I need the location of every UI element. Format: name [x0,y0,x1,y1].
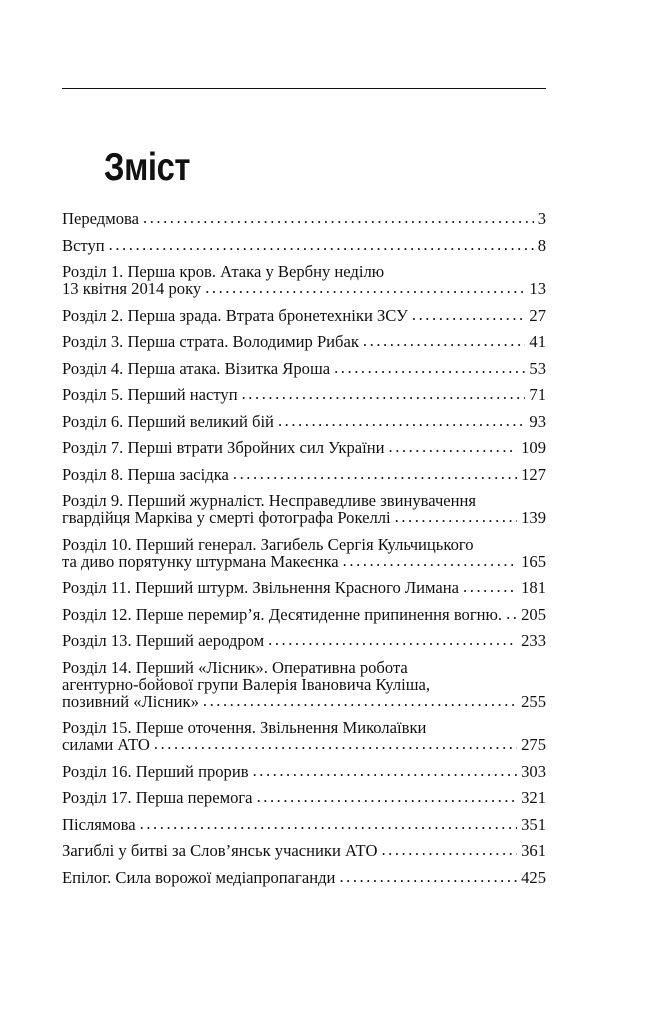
toc-entry-title-line: Розділ 12. Перше перемир’я. Десятиденне припинення вогню. [62,604,503,624]
toc-entry-title-line: позивний «Лісник» [62,691,199,711]
toc-entry-title-line: Розділ 17. Перша перемога [62,788,253,807]
dot-leader [339,868,517,885]
toc-entry-title-line: Розділ 3. Перша страта. Володимир Рибак [62,332,359,351]
toc-page-number: 165 [521,551,546,571]
dot-leader [140,815,517,832]
toc-entry [62,466,546,483]
dot-leader [233,465,517,482]
toc-page-number: 3 [537,209,546,228]
toc-page-number: 303 [521,761,546,781]
dot-leader [109,236,534,253]
toc-page-number: 13 [529,279,546,298]
table-of-contents [62,210,546,895]
dot-leader [242,385,526,402]
toc-entry-title-line: Епілог. Сила ворожої медіапропаганди [62,867,336,887]
dot-leader [154,735,517,752]
toc-entry-title-line: Розділ 9. Перший журналіст. Несправедливе звинувачення [62,491,477,510]
page-title: Зміст [104,146,191,189]
toc-page-number: 181 [521,578,546,597]
dot-leader [343,552,517,569]
toc-entry-title-line: Розділ 5. Перший наступ [62,385,238,404]
toc-entry-title-line: Вступ [62,235,105,255]
toc-entry [62,536,546,570]
dot-leader [268,631,517,648]
toc-entry-title-line: агентурно-бойової групи Валерія Івановича Куліша, [62,674,431,694]
dot-leader [257,788,518,805]
toc-entry-title-line: Розділ 16. Перший прорив [62,761,249,781]
toc-entry-title-line: Передмова [62,209,140,228]
toc-entry [62,579,546,596]
toc-entry [62,210,546,227]
toc-page-number: 93 [529,411,546,431]
dot-leader [381,841,517,858]
dot-leader [278,412,525,429]
toc-entry [62,333,546,350]
toc-page-number: 27 [529,305,546,325]
toc-entry [62,439,546,456]
toc-entry-title-line: та диво порятунку штурмана Макеєнка [62,551,339,571]
toc-page-number: 8 [537,235,546,255]
toc-page-number: 255 [521,691,546,711]
toc-entry [62,632,546,649]
toc-entry-title-line: Розділ 7. Перші втрати Збройних сил України [62,438,385,457]
toc-entry-title-line: Розділ 4. Перша атака. Візитка Яроша [62,358,331,378]
toc-entry [62,789,546,806]
toc-entry-title-line: 13 квітня 2014 року [62,279,202,298]
toc-entry [62,492,546,526]
toc-entry [62,659,546,710]
toc-page-number: 71 [529,385,546,404]
toc-entry-title-line: силами АТО [62,735,150,754]
toc-entry [62,360,546,377]
toc-page-number: 321 [521,788,546,807]
toc-page-number: 53 [529,358,546,378]
toc-entry [62,307,546,324]
toc-entry-title-line: Розділ 15. Перше оточення. Звільнення Миколаївки [62,718,427,737]
toc-entry-title-line: Загиблі у битві за Слов’янськ учасники АТО [62,841,378,860]
toc-entry-title-line: Розділ 1. Перша кров. Атака у Вербну неділю [62,262,385,281]
toc-page-number: 41 [529,332,546,351]
toc-entry-title-line: Післямова [62,814,136,834]
toc-page-number: 139 [521,508,546,527]
toc-entry [62,842,546,859]
toc-entry-title-line: Розділ 10. Перший генерал. Загибель Сергія Кульчицького [62,534,474,554]
toc-entry [62,719,546,753]
toc-entry-title-line: Розділ 11. Перший штурм. Звільнення Красного Лимана [62,578,460,597]
toc-entry [62,869,546,886]
toc-page-number: 351 [521,814,546,834]
toc-entry-title-line: Розділ 6. Перший великий бій [62,411,274,431]
toc-page-number: 233 [521,631,546,650]
toc-entry-title-line: Розділ 13. Перший аеродром [62,631,265,650]
toc-page-number: 275 [521,735,546,754]
toc-entry [62,263,546,297]
dot-leader [389,438,518,455]
toc-entry [62,413,546,430]
dot-leader [363,332,525,349]
dot-leader [395,508,517,525]
dot-leader [253,762,518,779]
toc-entry [62,816,546,833]
dot-leader [412,306,526,323]
toc-entry-title-line: Розділ 8. Перша засідка [62,464,229,484]
toc-page-number: 127 [521,464,546,484]
dot-leader [506,605,517,622]
toc-page-number: 205 [521,604,546,624]
toc-page-number: 361 [521,841,546,860]
toc-entry [62,606,546,623]
toc-page-number: 425 [521,867,546,887]
dot-leader [203,692,517,709]
dot-leader [463,578,517,595]
header-rule [62,88,546,89]
toc-entry-title-line: гвардійця Марківа у смерті фотографа Рокеллі [62,508,391,527]
toc-entry-title-line: Розділ 2. Перша зрада. Втрата бронетехніки ЗСУ [62,305,408,325]
dot-leader [334,359,525,376]
toc-entry [62,386,546,403]
toc-entry [62,237,546,254]
toc-page-number: 109 [521,438,546,457]
toc-entry-title-line: Розділ 14. Перший «Лісник». Оперативна робота [62,657,408,677]
dot-leader [205,279,525,296]
dot-leader [143,209,534,226]
toc-entry [62,763,546,780]
